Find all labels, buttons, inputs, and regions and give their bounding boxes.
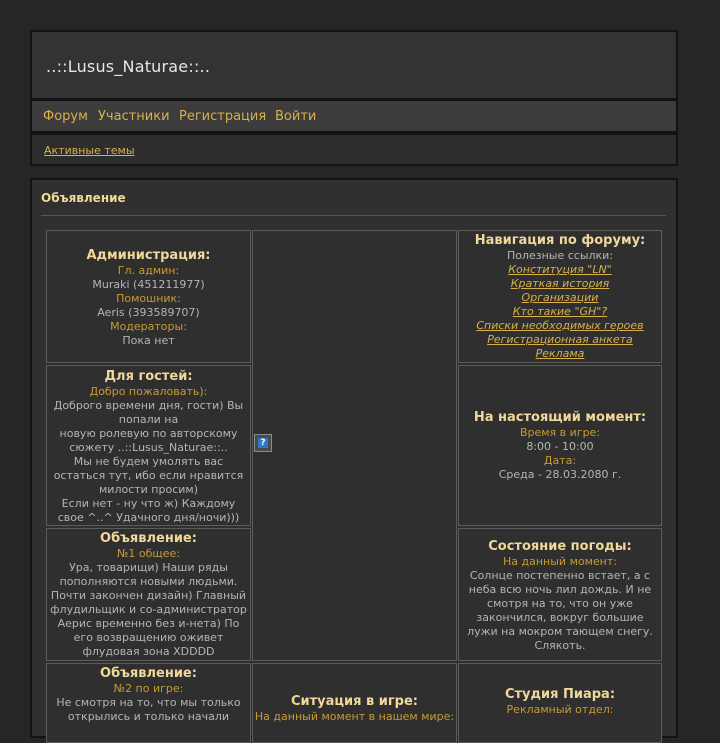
forum-link-registration-form[interactable]: Регистрационная анкета xyxy=(487,333,633,346)
forum-nav-heading: Навигация по форуму: xyxy=(474,233,646,248)
notice1-line: флудильщик и со-администратор xyxy=(50,603,247,616)
notice1-sub: №1 общее: xyxy=(116,547,181,560)
helper-value: Aeris (393589707) xyxy=(97,306,200,319)
weather-line: закончился, вокруг большие xyxy=(476,611,644,624)
announcement-title: Объявление xyxy=(41,191,126,205)
notice1-line: пополняются новыми людьми. xyxy=(59,575,238,588)
notice1-line: Ура, товарищи) Наши ряды xyxy=(69,561,228,574)
chief-admin-value: Muraki (451211977) xyxy=(92,278,205,291)
pr-heading: Студия Пиара: xyxy=(504,687,616,702)
forum-link-heroes[interactable]: Списки необходимых героев xyxy=(476,319,644,332)
guests-line: попали на xyxy=(118,413,179,426)
forum-link-organizations[interactable]: Организации xyxy=(521,291,599,304)
divider xyxy=(41,215,666,216)
guests-cell xyxy=(46,365,251,526)
game-date-label: Дата: xyxy=(543,454,577,467)
notice2-heading: Объявление: xyxy=(100,666,197,681)
guests-heading: Для гостей: xyxy=(104,369,193,384)
question-mark-icon: ? xyxy=(254,434,272,452)
admin-cell xyxy=(46,230,251,363)
weather-line: Слякоть. xyxy=(534,639,586,652)
forum-link-ads[interactable]: Реклама xyxy=(535,347,585,360)
site-header xyxy=(30,30,678,100)
now-cell xyxy=(458,365,662,526)
weather-sub: На данный момент: xyxy=(503,555,617,568)
helper-label: Помошник: xyxy=(116,292,181,305)
guests-line: милости просим) xyxy=(99,483,198,496)
guests-line: сюжету ..::Lusus_Naturae::.. xyxy=(69,441,228,454)
chief-admin-label: Гл. админ: xyxy=(117,264,180,277)
weather-heading: Состояние погоды: xyxy=(488,539,632,554)
situation-heading: Ситуация в игре: xyxy=(290,694,419,709)
pr-sub: Рекламный отдел: xyxy=(506,703,614,716)
notice1-cell xyxy=(46,528,251,661)
admin-heading: Администрация: xyxy=(86,248,211,263)
situation-cell xyxy=(252,663,457,743)
weather-cell xyxy=(458,528,662,661)
notice1-line: Почти закончен дизайн) Главный xyxy=(50,589,247,602)
situation-sub: На данный момент в нашем мире: xyxy=(254,710,455,723)
main-nav xyxy=(30,99,678,133)
notice2-line: открылись и только начали xyxy=(67,710,230,723)
guests-line: новую ролевую по авторскому xyxy=(59,427,238,440)
weather-line: смотря на то, что он уже xyxy=(487,597,633,610)
forum-link-gh[interactable]: Кто такие "GH"? xyxy=(512,305,608,318)
notice2-sub: №2 по игре: xyxy=(113,682,184,695)
useful-links-label: Полезные ссылки: xyxy=(506,249,614,262)
guests-line: Доброго времени дня, гости) Вы xyxy=(53,399,244,412)
forum-link-history[interactable]: Краткая история xyxy=(510,277,610,290)
forum-link-constitution[interactable]: Конституция "LN" xyxy=(508,263,612,276)
now-heading: На настоящий момент: xyxy=(473,410,647,425)
notice2-cell xyxy=(46,663,251,743)
forum-nav-cell xyxy=(458,230,662,363)
sub-nav xyxy=(30,133,678,166)
notice1-line: Аерис временно без и-нета) По xyxy=(57,617,240,630)
nav-members[interactable]: Участники xyxy=(98,109,170,124)
guests-line: свое ^..^ Удачного дня/ночи))) xyxy=(57,511,240,524)
active-topics-link[interactable]: Активные темы xyxy=(44,144,135,157)
middle-cell xyxy=(252,230,457,661)
nav-login[interactable]: Войти xyxy=(275,109,317,124)
nav-forum[interactable]: Форум xyxy=(43,109,88,124)
notice2-line: Не смотря на то, что мы только xyxy=(56,696,241,709)
moderators-value: Пока нет xyxy=(122,334,175,347)
moderators-label: Модераторы: xyxy=(110,320,187,333)
weather-line: лужи на мокром тающем снегу. xyxy=(467,625,653,638)
nav-register[interactable]: Регистрация xyxy=(179,109,267,124)
notice1-line: флудовая зона XDDDD xyxy=(82,645,215,658)
guests-sub: Добро пожаловать): xyxy=(89,385,208,398)
notice1-heading: Объявление: xyxy=(100,531,197,546)
guests-line: Если нет - ну что ж) Каждому xyxy=(61,497,236,510)
site-title[interactable]: ..::Lusus_Naturae::.. xyxy=(46,57,211,76)
game-time-label: Время в игре: xyxy=(519,426,601,439)
game-time-value: 8:00 - 10:00 xyxy=(526,440,594,453)
guests-line: остаться тут, ибо если нравится xyxy=(53,469,244,482)
weather-line: Солнце постепенно встает, а с xyxy=(469,569,651,582)
notice1-line: его возвращению оживет xyxy=(73,631,224,644)
weather-line: неба всю ночь лил дождь. И не xyxy=(468,583,652,596)
pr-cell xyxy=(458,663,662,743)
guests-line: Мы не будем умолять вас xyxy=(73,455,224,468)
game-date-value: Среда - 28.03.2080 г. xyxy=(498,468,622,481)
